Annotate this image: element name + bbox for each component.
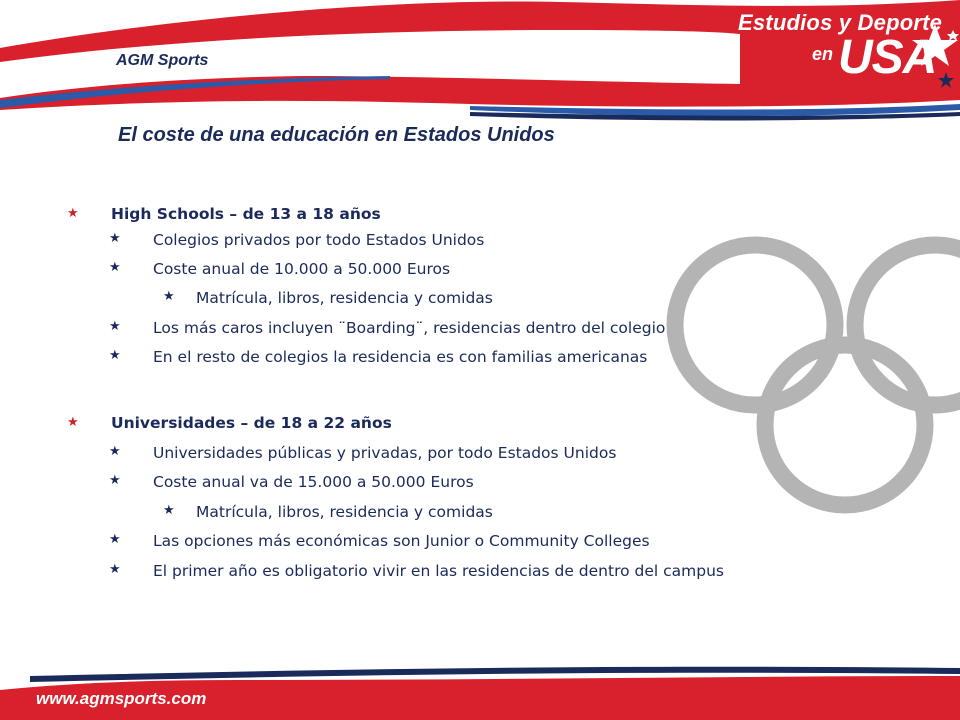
footer-website-link[interactable]: www.agmsports.com: [36, 689, 207, 708]
list-item-text: Coste anual de 10.000 a 50.000 Euros: [153, 260, 451, 278]
list-item-text: Colegios privados por todo Estados Unidos: [153, 231, 485, 249]
list-subitem: [163, 289, 493, 307]
list-item: [109, 260, 451, 278]
list-item-text: Las opciones más económicas son Junior o Community Colleges: [153, 532, 650, 550]
brand-label: AGM Sports: [116, 52, 209, 69]
star-bullet-icon: ★: [163, 289, 175, 304]
list-item: [109, 473, 474, 491]
star-bullet-icon: ★: [109, 473, 121, 488]
star-bullet-icon: ★: [109, 348, 121, 363]
logo-text-usa: USA: [838, 31, 937, 84]
list-item-text: Matrícula, libros, residencia y comidas: [196, 503, 493, 521]
star-bullet-icon: ★: [163, 503, 175, 518]
list-item-text: Los más caros incluyen ¨Boarding¨, residencias dentro del colegio: [153, 319, 666, 337]
list-item-text: El primer año es obligatorio vivir en las residencias de dentro del campus: [153, 562, 724, 580]
list-subitem: [163, 503, 493, 521]
logo-text-line1: Estudios y Deporte: [738, 10, 943, 35]
list-item: [109, 348, 648, 366]
slide-title: El coste de una educación en Estados Unidos: [118, 124, 555, 146]
list-item-text: Coste anual va de 15.000 a 50.000 Euros: [153, 473, 474, 491]
list-item-text: En el resto de colegios la residencia es con familias americanas: [153, 348, 648, 366]
olympic-rings-graphic: [675, 245, 960, 505]
section-heading-text: Universidades – de 18 a 22 años: [111, 414, 392, 432]
star-bullet-icon: ★: [109, 319, 121, 334]
logo-text-en: en: [812, 44, 834, 64]
list-item: [109, 444, 617, 462]
list-item: [109, 231, 485, 249]
list-item: [109, 562, 724, 580]
section-heading: [67, 205, 381, 223]
star-bullet-icon: ★: [109, 532, 121, 547]
star-bullet-icon: ★: [67, 206, 79, 221]
star-bullet-icon: ★: [109, 562, 121, 577]
list-item-text: Universidades públicas y privadas, por todo Estados Unidos: [153, 444, 617, 462]
star-bullet-icon: ★: [109, 260, 121, 275]
list-item-text: Matrícula, libros, residencia y comidas: [196, 289, 493, 307]
star-bullet-icon: ★: [67, 415, 79, 430]
star-bullet-icon: ★: [109, 231, 121, 246]
section-heading-text: High Schools – de 13 a 18 años: [111, 205, 381, 223]
list-item: [109, 319, 666, 337]
section-heading: [67, 414, 392, 432]
list-item: [109, 532, 650, 550]
star-bullet-icon: ★: [109, 444, 121, 459]
